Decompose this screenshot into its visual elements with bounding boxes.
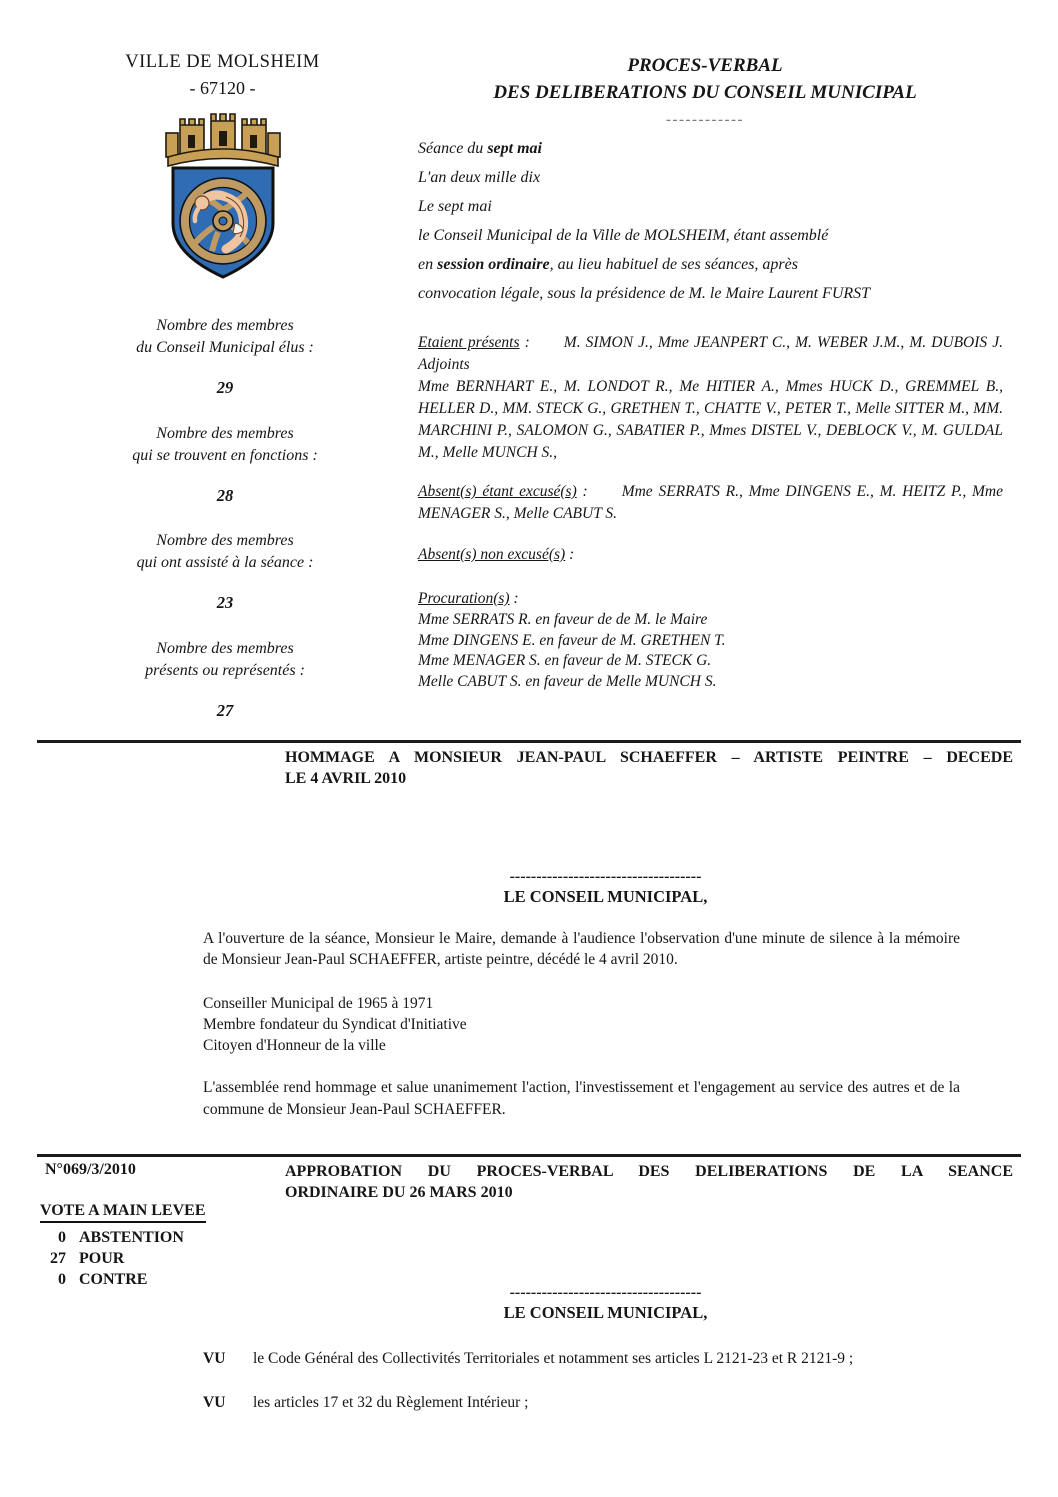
procurations-list [418, 610, 1003, 692]
section-divider [37, 740, 1021, 743]
separator-dashes-mid: ------------------------------------ [509, 868, 702, 885]
vu-marker: VU [203, 1394, 226, 1411]
seance-line-6: convocation légale, sous la présidence de M. le Maire Laurent FURST [418, 285, 871, 302]
membres-value: 29 [216, 378, 234, 397]
procuration-line: Mme SERRATS R. en faveur de de M. le Maire [418, 611, 708, 628]
section-divider [37, 1154, 1021, 1157]
hommage-body [203, 928, 960, 1120]
absents-excuses-names: Mme SERRATS R., Mme DINGENS E., M. HEITZ P., Mme MENAGER S., Melle CABUT S. [418, 483, 1003, 522]
procuration-line: Mme MENAGER S. en faveur de M. STECK G. [418, 652, 712, 670]
postal-code: - 67120 - [189, 78, 256, 98]
vu-text: les articles 17 et 32 du Règlement Intérieur ; [253, 1394, 529, 1411]
procuration-line: Mme DINGENS E. en faveur de M. GRETHEN T. [418, 631, 726, 649]
hommage-heading [285, 747, 1013, 789]
presents-label: Etaient présents [418, 334, 520, 351]
separator-dashes-top: ------------ [666, 112, 744, 128]
membres-count-elus [60, 315, 390, 398]
vote-count: 27 [50, 1250, 66, 1267]
vu-text: le Code Général des Collectivités Territoriales et notamment ses articles L 2121-23 et R 2121-9 ; [253, 1350, 854, 1367]
commune-name: VILLE DE MOLSHEIM [125, 52, 320, 72]
absents-excuses-paragraph: Absent(s) étant excusé(s) : Mme SERRATS R., Mme DINGENS E., M. HEITZ P., Mme MENAGER S., Melle CABUT S. [418, 483, 1003, 522]
vu-item [203, 1392, 963, 1413]
deliberation-heading-line2: ORDINAIRE DU 26 MARS 2010 [285, 1184, 513, 1201]
membres-label: Nombre des membres [156, 317, 294, 334]
procurations-label: Procuration(s) [418, 590, 510, 607]
document-title [420, 52, 990, 106]
membres-count-fonctions [60, 423, 390, 506]
membres-count-representes [60, 638, 390, 721]
vote-label: CONTRE [79, 1271, 148, 1288]
seance-line-4: le Conseil Municipal de la Ville de MOLSHEIM, étant assemblé [418, 227, 829, 244]
seance-line-5: en session ordinaire, au lieu habituel de ses séances, après [418, 256, 798, 273]
molsheim-coat-of-arms [162, 111, 284, 283]
absents-non-excuses-label: Absent(s) non excusé(s) [418, 546, 566, 563]
titre-line: Membre fondateur du Syndicat d'Initiative [203, 1015, 467, 1033]
conseil-municipal-heading: LE CONSEIL MUNICIPAL, [503, 887, 708, 906]
membres-label: Nombre des membres [156, 532, 294, 549]
vote-title: VOTE A MAIN LEVEE [40, 1202, 206, 1223]
titre-line: Conseiller Municipal de 1965 à 1971 [203, 994, 434, 1012]
vote-rows [40, 1227, 206, 1290]
hommage-titres [203, 993, 960, 1057]
membres-label: du Conseil Municipal élus : [136, 339, 314, 356]
procuration-line: Melle CABUT S. en faveur de Melle MUNCH S. [418, 672, 717, 690]
presents-names-line1: M. SIMON J., Mme JEANPERT C., M. WEBER J.M., M. DUBOIS J. Adjoints [418, 334, 1004, 373]
absents-non-excuses-paragraph: Absent(s) non excusé(s) : [418, 546, 575, 563]
membres-value: 28 [216, 486, 234, 505]
vote-label: POUR [79, 1250, 125, 1267]
titre-line: Citoyen d'Honneur de la ville [203, 1037, 386, 1055]
vote-count: 0 [58, 1229, 66, 1246]
vu-item [203, 1348, 963, 1369]
separator-dashes-bottom: ------------------------------------ [509, 1284, 702, 1301]
hommage-para-1: A l'ouverture de la séance, Monsieur le Maire, demande à l'audience l'observation d'une minute de silence à la mémoire de Monsieur Jean-Paul SCHAEFFER, artiste peintre, décédé le 4 avril 2010. [203, 930, 960, 969]
seance-line-3: Le sept mai [418, 198, 492, 215]
vote-count: 0 [58, 1271, 66, 1288]
deliberation-heading [285, 1161, 1013, 1203]
membres-label: présents ou représentés : [145, 662, 305, 679]
membres-label: Nombre des membres [156, 640, 294, 657]
title-line-1: PROCES-VERBAL [627, 55, 783, 76]
seance-line-2: L'an deux mille dix [418, 169, 541, 186]
deliberation-number: N°069/3/2010 [45, 1161, 136, 1178]
vote-block [40, 1202, 206, 1290]
coat-of-arms-icon [162, 111, 284, 283]
membres-label: qui se trouvent en fonctions : [132, 447, 318, 464]
hommage-para-2: L'assemblée rend hommage et salue unanimement l'action, l'investissement et l'engagement au service des autres et de la commune de Monsieur Jean-Paul SCHAEFFER. [203, 1079, 960, 1118]
deliberation-heading-line1: APPROBATION DU PROCES-VERBAL DES DELIBERATIONS DE LA SEANCE [285, 1163, 1013, 1180]
vu-marker: VU [203, 1350, 226, 1367]
vote-label: ABSTENTION [79, 1229, 184, 1246]
hommage-heading-line1: HOMMAGE A MONSIEUR JEAN-PAUL SCHAEFFER – ARTISTE PEINTRE – DECEDE [285, 749, 1013, 766]
title-line-2: DES DELIBERATIONS DU CONSEIL MUNICIPAL [493, 82, 917, 103]
commune-header [85, 52, 360, 99]
vote-row [40, 1227, 206, 1248]
membres-label: qui ont assisté à la séance : [136, 554, 314, 571]
conseil-municipal-heading: LE CONSEIL MUNICIPAL, [503, 1303, 708, 1322]
seance-intro [418, 134, 1018, 308]
hommage-heading-line2: LE 4 AVRIL 2010 [285, 770, 407, 787]
presents-paragraph-rest: Mme BERNHART E., M. LONDOT R., Me HITIER A., Mmes HUCK D., GREMMEL B., HELLER D., MM. STECK G., GRETHEN T., CHATTE V., PETER T., Melle SITTER M., MM. MARCHINI P., SALOMON G., SABATIER P., Mmes DISTEL V., DEBLOCK V., M. GULDAL M., Melle MUNCH S., [418, 378, 1003, 461]
membres-value: 23 [216, 593, 234, 612]
membres-value: 27 [216, 701, 234, 720]
procurations-label-line: Procuration(s) : [418, 590, 519, 607]
seance-line-1: Séance du sept mai [418, 140, 542, 157]
attendance-section [418, 332, 1003, 692]
presents-paragraph: Etaient présents : M. SIMON J., Mme JEANPERT C., M. WEBER J.M., M. DUBOIS J. Adjoints [418, 334, 1004, 373]
membres-count-assiste [60, 530, 390, 613]
vote-row [40, 1248, 206, 1269]
membres-label: Nombre des membres [156, 425, 294, 442]
vote-row [40, 1269, 206, 1290]
absents-excuses-label: Absent(s) étant excusé(s) [418, 483, 577, 500]
